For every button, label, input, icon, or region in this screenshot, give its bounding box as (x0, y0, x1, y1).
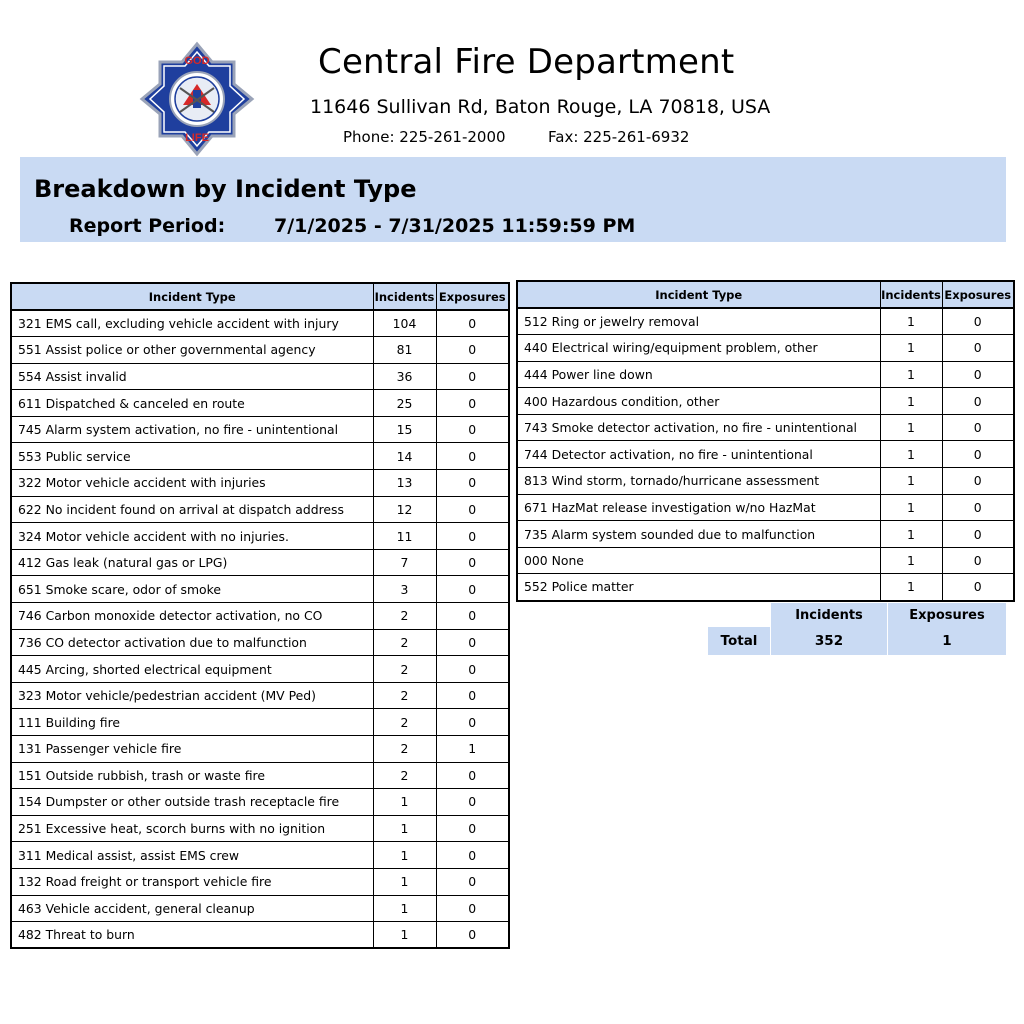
incidents-cell: 1 (880, 547, 942, 574)
table-row (517, 574, 1014, 601)
exposures-cell: 0 (436, 656, 509, 683)
incidents-cell: 12 (373, 496, 436, 523)
exposures-cell: 0 (436, 682, 509, 709)
incident-type-cell: 324 Motor vehicle accident with no injuries. (11, 523, 373, 550)
incident-type-cell: 744 Detector activation, no fire - unintentional (517, 441, 880, 468)
exposures-cell: 0 (436, 709, 509, 736)
exposures-cell: 0 (436, 363, 509, 390)
table-row (11, 443, 509, 470)
incidents-cell: 1 (373, 868, 436, 895)
table-row (11, 815, 509, 842)
department-address: 11646 Sullivan Rd, Baton Rouge, LA 70818, USA (310, 96, 771, 118)
incident-type-cell: 622 No incident found on arrival at dispatch address (11, 496, 373, 523)
incident-type-cell: 400 Hazardous condition, other (517, 388, 880, 415)
incidents-cell: 1 (880, 361, 942, 388)
incident-type-cell: 000 None (517, 547, 880, 574)
exposures-cell: 0 (436, 629, 509, 656)
incidents-cell: 2 (373, 762, 436, 789)
incidents-cell: 1 (373, 815, 436, 842)
exposures-cell: 0 (436, 576, 509, 603)
exposures-cell: 0 (942, 388, 1014, 415)
incident-type-cell: 151 Outside rubbish, trash or waste fire (11, 762, 373, 789)
exposures-cell: 0 (436, 895, 509, 922)
table-row (517, 468, 1014, 495)
table-row (11, 842, 509, 869)
incident-table-right (516, 280, 1015, 602)
exposures-cell: 0 (436, 470, 509, 497)
table-row (11, 390, 509, 417)
table-row (517, 494, 1014, 521)
table-row (11, 736, 509, 763)
exposures-cell: 0 (942, 335, 1014, 362)
incident-type-cell: 440 Electrical wiring/equipment problem, other (517, 335, 880, 362)
exposures-cell: 0 (436, 603, 509, 630)
incident-type-cell: 736 CO detector activation due to malfunction (11, 629, 373, 656)
table-row (11, 895, 509, 922)
table-row (517, 441, 1014, 468)
incidents-cell: 2 (373, 656, 436, 683)
table-row (11, 922, 509, 949)
exposures-cell: 0 (436, 868, 509, 895)
exposures-cell: 0 (436, 496, 509, 523)
exposures-cell: 0 (942, 361, 1014, 388)
exposures-cell: 0 (436, 523, 509, 550)
department-phone: Phone: 225-261-2000 (343, 128, 506, 146)
incidents-cell: 2 (373, 603, 436, 630)
exposures-cell: 0 (436, 443, 509, 470)
exposures-cell: 0 (436, 762, 509, 789)
incident-type-cell: 322 Motor vehicle accident with injuries (11, 470, 373, 497)
incident-type-cell: 553 Public service (11, 443, 373, 470)
table-row (11, 656, 509, 683)
column-header-incidents: Incidents (880, 281, 942, 308)
incident-type-cell: 321 EMS call, excluding vehicle accident with injury (11, 310, 373, 337)
exposures-cell: 0 (436, 416, 509, 443)
incident-type-cell: 611 Dispatched & canceled en route (11, 390, 373, 417)
incidents-cell: 3 (373, 576, 436, 603)
exposures-cell: 0 (942, 414, 1014, 441)
table-row (517, 308, 1014, 335)
department-fax: Fax: 225-261-6932 (548, 128, 690, 146)
incidents-cell: 13 (373, 470, 436, 497)
table-row (11, 629, 509, 656)
incidents-cell: 1 (880, 521, 942, 548)
incident-type-cell: 251 Excessive heat, scorch burns with no ignition (11, 815, 373, 842)
incidents-cell: 36 (373, 363, 436, 390)
table-row (11, 682, 509, 709)
exposures-cell: 0 (436, 549, 509, 576)
totals-label: Total (708, 627, 770, 655)
incident-type-cell: 323 Motor vehicle/pedestrian accident (MV Ped) (11, 682, 373, 709)
table-header-row (517, 281, 1014, 308)
incident-type-cell: 444 Power line down (517, 361, 880, 388)
exposures-cell: 0 (436, 922, 509, 949)
incidents-cell: 14 (373, 443, 436, 470)
exposures-cell: 0 (942, 574, 1014, 601)
exposures-cell: 0 (436, 337, 509, 364)
incident-type-cell: 311 Medical assist, assist EMS crew (11, 842, 373, 869)
exposures-cell: 0 (436, 310, 509, 337)
table-row (11, 576, 509, 603)
incident-type-cell: 746 Carbon monoxide detector activation, no CO (11, 603, 373, 630)
incidents-cell: 1 (880, 494, 942, 521)
column-header-exposures: Exposures (942, 281, 1014, 308)
exposures-cell: 0 (436, 390, 509, 417)
incidents-cell: 1 (880, 468, 942, 495)
exposures-cell: 0 (942, 494, 1014, 521)
incidents-cell: 81 (373, 337, 436, 364)
column-header-exposures: Exposures (436, 283, 509, 310)
incidents-cell: 2 (373, 709, 436, 736)
table-row (517, 547, 1014, 574)
table-header-row (11, 283, 509, 310)
table-row (11, 496, 509, 523)
totals-incidents-value: 352 (771, 627, 887, 655)
logo-bottom-text: LIFE (185, 132, 209, 144)
incident-type-cell: 132 Road freight or transport vehicle fire (11, 868, 373, 895)
table-row (517, 388, 1014, 415)
column-header-incident-type: Incident Type (517, 281, 880, 308)
incident-type-cell: 154 Dumpster or other outside trash receptacle fire (11, 789, 373, 816)
incidents-cell: 1 (373, 895, 436, 922)
incident-table-left (10, 282, 510, 949)
table-row (11, 337, 509, 364)
incident-type-cell: 111 Building fire (11, 709, 373, 736)
column-header-incident-type: Incident Type (11, 283, 373, 310)
exposures-cell: 0 (942, 468, 1014, 495)
table-row (11, 603, 509, 630)
incident-type-cell: 131 Passenger vehicle fire (11, 736, 373, 763)
table-row (517, 361, 1014, 388)
incident-type-cell: 554 Assist invalid (11, 363, 373, 390)
table-row (11, 470, 509, 497)
incident-type-cell: 463 Vehicle accident, general cleanup (11, 895, 373, 922)
incidents-cell: 1 (373, 922, 436, 949)
totals-exposures-header: Exposures (888, 603, 1006, 628)
table-row (11, 709, 509, 736)
incident-type-cell: 512 Ring or jewelry removal (517, 308, 880, 335)
logo-top-text: GOD (184, 55, 210, 67)
incidents-cell: 1 (880, 574, 942, 601)
incident-type-cell: 551 Assist police or other governmental agency (11, 337, 373, 364)
incidents-cell: 2 (373, 682, 436, 709)
exposures-cell: 1 (436, 736, 509, 763)
table-row (11, 762, 509, 789)
incidents-cell: 7 (373, 549, 436, 576)
incident-type-cell: 412 Gas leak (natural gas or LPG) (11, 549, 373, 576)
incident-type-cell: 482 Threat to burn (11, 922, 373, 949)
table-row (11, 868, 509, 895)
exposures-cell: 0 (942, 441, 1014, 468)
report-banner (20, 157, 1006, 242)
table-row (11, 523, 509, 550)
incidents-cell: 104 (373, 310, 436, 337)
incident-type-cell: 671 HazMat release investigation w/no HazMat (517, 494, 880, 521)
incidents-cell: 1 (880, 388, 942, 415)
table-row (517, 335, 1014, 362)
incidents-cell: 1 (373, 842, 436, 869)
incidents-cell: 1 (880, 308, 942, 335)
department-name: Central Fire Department (318, 42, 735, 82)
incident-type-cell: 813 Wind storm, tornado/hurricane assessment (517, 468, 880, 495)
exposures-cell: 0 (436, 789, 509, 816)
incidents-cell: 1 (880, 414, 942, 441)
incidents-cell: 1 (880, 335, 942, 362)
incident-type-cell: 735 Alarm system sounded due to malfunction (517, 521, 880, 548)
table-row (11, 789, 509, 816)
exposures-cell: 0 (436, 842, 509, 869)
totals-incidents-header: Incidents (771, 603, 887, 628)
incident-type-cell: 651 Smoke scare, odor of smoke (11, 576, 373, 603)
report-period-value: 7/1/2025 - 7/31/2025 11:59:59 PM (274, 215, 636, 237)
exposures-cell: 0 (942, 547, 1014, 574)
incident-type-cell: 745 Alarm system activation, no fire - unintentional (11, 416, 373, 443)
exposures-cell: 0 (942, 521, 1014, 548)
incidents-cell: 25 (373, 390, 436, 417)
report-title: Breakdown by Incident Type (34, 175, 417, 203)
table-row (11, 416, 509, 443)
incident-type-cell: 445 Arcing, shorted electrical equipment (11, 656, 373, 683)
table-row (11, 310, 509, 337)
incidents-cell: 1 (880, 441, 942, 468)
table-row (11, 549, 509, 576)
incidents-cell: 15 (373, 416, 436, 443)
totals-exposures-value: 1 (888, 627, 1006, 655)
table-row (517, 414, 1014, 441)
incidents-cell: 2 (373, 736, 436, 763)
table-row (517, 521, 1014, 548)
incident-type-cell: 552 Police matter (517, 574, 880, 601)
table-row (11, 363, 509, 390)
column-header-incidents: Incidents (373, 283, 436, 310)
exposures-cell: 0 (942, 308, 1014, 335)
exposures-cell: 0 (436, 815, 509, 842)
incidents-cell: 2 (373, 629, 436, 656)
incident-type-cell: 743 Smoke detector activation, no fire - unintentional (517, 414, 880, 441)
incidents-cell: 11 (373, 523, 436, 550)
incidents-cell: 1 (373, 789, 436, 816)
fire-department-logo (138, 40, 256, 158)
report-period-label: Report Period: (69, 215, 226, 237)
